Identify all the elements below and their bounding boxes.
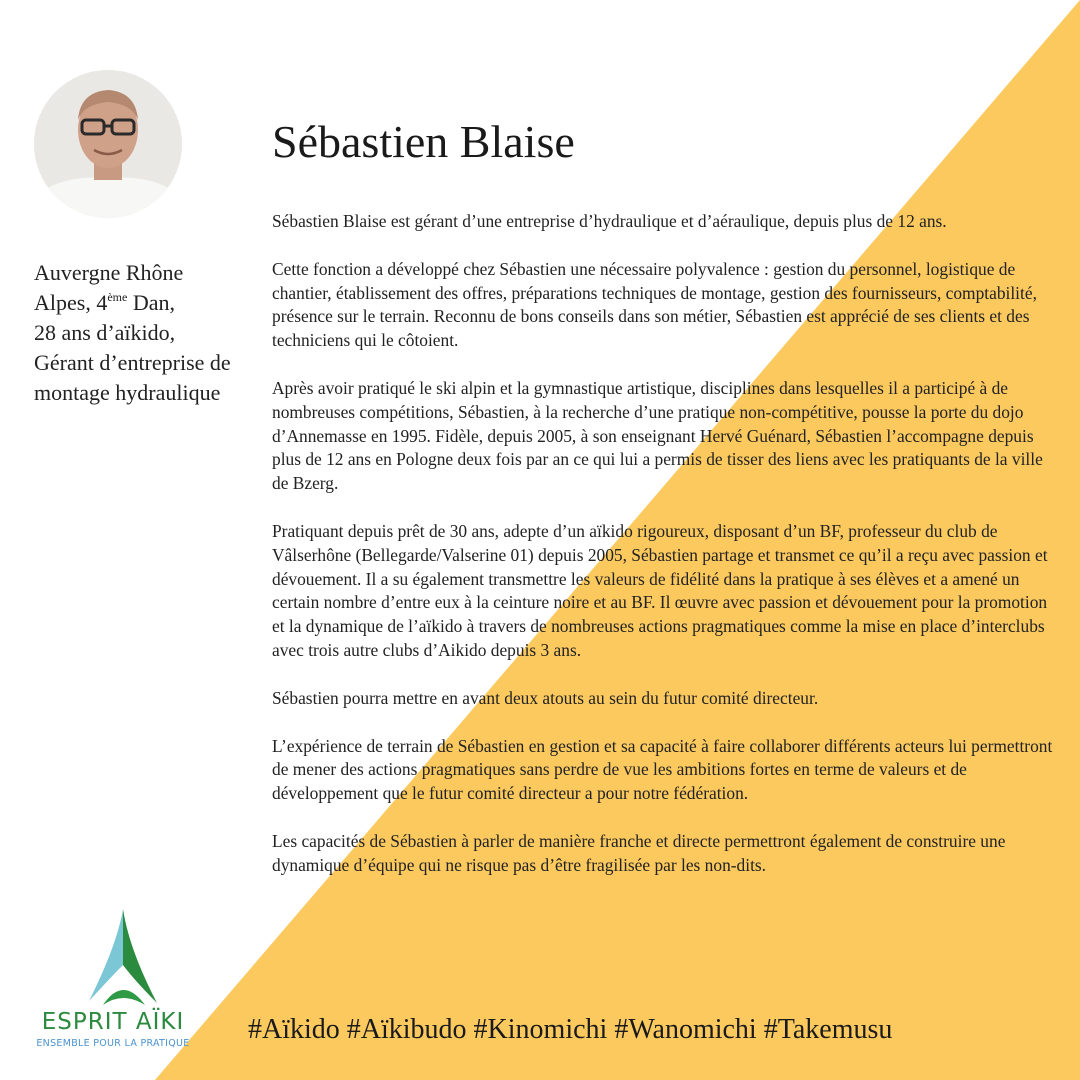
bio-paragraph: Après avoir pratiqué le ski alpin et la gymnastique artistique, disciplines dans lesquelles il a participé à de nombreuses compétitions, Sébastien, à la recherche d’une pratique non-compétitive, pousse la porte du dojo d’Annemasse en 1995. Fidèle, depuis 2005, à son enseignant Hervé Guénard, Sébastien l’accompagne depuis plus de 12 ans en Pologne deux fois par an ce qui lui a permis de tisser des liens avec les pratiquants de la ville de Bzerg. <box>272 377 1043 494</box>
bio-paragraph: Les capacités de Sébastien à parler de manière franche et directe permettront également de construire une dynamique d’équipe qui ne risque pas d’être fragilisée par les non-dits. <box>272 830 1006 875</box>
region-text: Auvergne Rhône Alpes, 4 <box>34 260 184 315</box>
bio-paragraph: Cette fonction a développé chez Sébastien une nécessaire polyvalence : gestion du personnel, logistique de chantier, établissement des offres, préparations techniques de montage, gestion des fournisseurs, comptabilité, présence sur le terrain. Reconnu de bons conseils dans son métier, Sébastien est apprécié de ses clients et des techniciens qui le côtoient. <box>272 258 1037 351</box>
page-title: Sébastien Blaise <box>272 116 575 167</box>
grade-superscript: ème <box>107 289 128 304</box>
portrait-photo-icon <box>34 70 182 218</box>
avatar <box>34 70 182 218</box>
logo-tagline: ENSEMBLE POUR LA PRATIQUE <box>36 1038 190 1049</box>
member-summary <box>34 258 244 408</box>
occupation: Gérant d’entreprise de montage hydraulique <box>34 350 231 405</box>
years-of-practice: 28 ans d’aïkido, <box>34 320 176 345</box>
dan-text: Dan, <box>127 290 175 315</box>
bio-paragraph: Pratiquant depuis prêt de 30 ans, adepte d’un aïkido rigoureux, disposant d’un BF, professeur du club de Vâlserhône (Bellegarde/Valserine 01) depuis 2005, Sébastien partage et transmet ce qu’il a reçu avec passion et dévouement. Il a su également transmettre les valeurs de fidélité dans la pratique à ses élèves et a amené un certain nombre d’entre eux à la ceinture noire et au BF. Il œuvre avec passion et dévouement pour la promotion et la dynamique de l’aïkido à travers de nombreuses actions pragmatiques comme la mise en place d’interclubs avec trois autre clubs d’Aikido depuis 3 ans. <box>272 520 1048 660</box>
biography <box>272 210 1054 902</box>
esprit-aiki-mountain-icon <box>83 905 163 1009</box>
bio-paragraph: Sébastien pourra mettre en avant deux atouts au sein du futur comité directeur. <box>272 687 819 708</box>
hashtags: #Aïkido #Aïkibudo #Kinomichi #Wanomichi #Takemusu <box>248 1014 893 1045</box>
logo-name: ESPRIT AÏKI <box>41 1009 185 1035</box>
region-and-grade <box>34 258 244 318</box>
bio-paragraph: L’expérience de terrain de Sébastien en gestion et sa capacité à faire collaborer différents acteurs lui permettront de mener des actions pragmatiques sans perdre de vue les ambitions fortes en terme de valeurs et de développement que le futur comité directeur a pour notre fédération. <box>272 735 1053 804</box>
bio-paragraph: Sébastien Blaise est gérant d’une entreprise d’hydraulique et d’aéraulique, depuis plus de 12 ans. <box>272 211 947 231</box>
esprit-aiki-logo <box>28 905 198 1055</box>
